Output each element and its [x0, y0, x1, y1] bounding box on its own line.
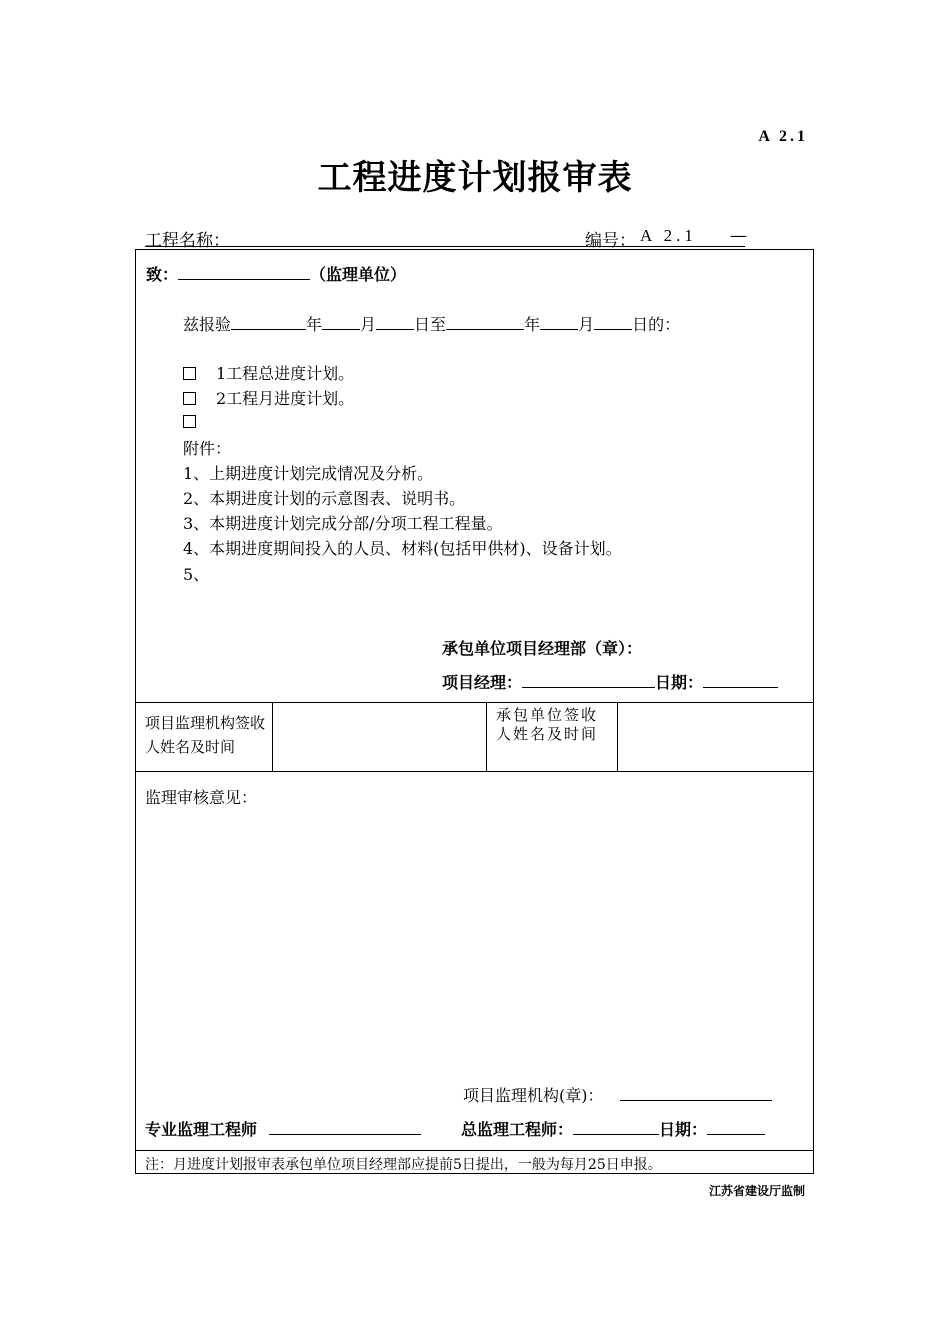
- option-item: [183, 386, 354, 409]
- attachments-label: 附件：: [183, 439, 232, 458]
- contractor-dept-label: 承包单位项目经理部（章）：: [442, 639, 643, 658]
- pm-label: 项目经理：: [442, 673, 523, 692]
- month-end-field[interactable]: [540, 313, 578, 330]
- to-label: 致：: [146, 265, 179, 284]
- option-label: 2工程月进度计划。: [216, 389, 355, 408]
- serial-value: A 2.1: [640, 226, 697, 245]
- supervisor-sign-label: 项目监理机构签收人姓名及时间: [145, 714, 266, 756]
- serial-label: 编号：: [585, 231, 636, 251]
- to-suffix: （监理单位）: [310, 265, 407, 284]
- attachment-item: 5、: [183, 565, 210, 584]
- chief-label: 总监理工程师：: [461, 1120, 574, 1139]
- divider: [486, 702, 487, 771]
- chief-date-label: 日期：: [659, 1120, 708, 1139]
- month-end-label: 月: [578, 315, 595, 334]
- org-seal-field[interactable]: [620, 1084, 772, 1101]
- day-end-field[interactable]: [594, 313, 632, 330]
- attachment-item: 3、本期进度计划完成分部/分项工程工程量。: [183, 514, 503, 533]
- day-to-label: 日至: [414, 315, 447, 334]
- org-seal-line: [463, 1083, 772, 1106]
- engineer-line: [145, 1117, 421, 1140]
- checkbox[interactable]: [183, 367, 196, 380]
- contractor-sign-label: 承包单位签收人姓名及时间: [496, 706, 599, 743]
- option-item: [183, 412, 216, 431]
- org-seal-label: 项目监理机构(章)：: [463, 1086, 604, 1105]
- divider: [135, 771, 814, 772]
- report-period-line: [183, 312, 680, 335]
- chief-line: [461, 1117, 765, 1140]
- serial-suffix: —: [730, 226, 747, 246]
- year-end-field[interactable]: [446, 313, 524, 330]
- year-label: 年: [306, 315, 323, 334]
- pm-field[interactable]: [522, 671, 655, 688]
- engineer-field[interactable]: [269, 1118, 421, 1135]
- chief-date-field[interactable]: [707, 1118, 765, 1135]
- project-name-label: 工程名称：: [145, 231, 230, 251]
- year-end-label: 年: [524, 315, 541, 334]
- issuer-mark: 江苏省建设厅监制: [708, 1184, 805, 1198]
- report-prefix: 兹报验: [183, 315, 232, 334]
- date-field[interactable]: [703, 671, 778, 688]
- divider: [135, 1150, 814, 1151]
- form-note: 注：月进度计划报审表承包单位项目经理部应提前5日提出，一般为每月25日申报。: [145, 1157, 662, 1173]
- attachment-item: 4、本期进度期间投入的人员、材料(包括甲供材)、设备计划。: [183, 539, 622, 558]
- option-item: [183, 361, 354, 384]
- chief-field[interactable]: [573, 1118, 659, 1135]
- day-end-label: 日的：: [632, 315, 681, 334]
- attachment-item: 1、上期进度计划完成情况及分析。: [183, 464, 434, 483]
- checkbox[interactable]: [183, 392, 196, 405]
- opinion-label: 监理审核意见：: [145, 788, 258, 807]
- opinion-field[interactable]: [145, 812, 805, 1067]
- contractor-sign-field[interactable]: [618, 703, 813, 770]
- supervisor-unit-field[interactable]: [178, 263, 310, 280]
- month-field[interactable]: [322, 313, 360, 330]
- engineer-label: 专业监理工程师: [145, 1120, 258, 1139]
- pm-line: [442, 670, 778, 693]
- date-label: 日期：: [655, 673, 704, 692]
- option-label: 1工程总进度计划。: [216, 364, 355, 383]
- attachment-item: 2、本期进度计划的示意图表、说明书。: [183, 489, 466, 508]
- supervisor-sign-field[interactable]: [273, 703, 485, 770]
- to-line: [146, 262, 406, 285]
- page-title: 工程进度计划报审表: [317, 158, 633, 198]
- form-code: A 2.1: [758, 128, 808, 145]
- month-label: 月: [360, 315, 377, 334]
- day-field[interactable]: [376, 313, 414, 330]
- year-field[interactable]: [231, 313, 306, 330]
- checkbox[interactable]: [183, 415, 196, 428]
